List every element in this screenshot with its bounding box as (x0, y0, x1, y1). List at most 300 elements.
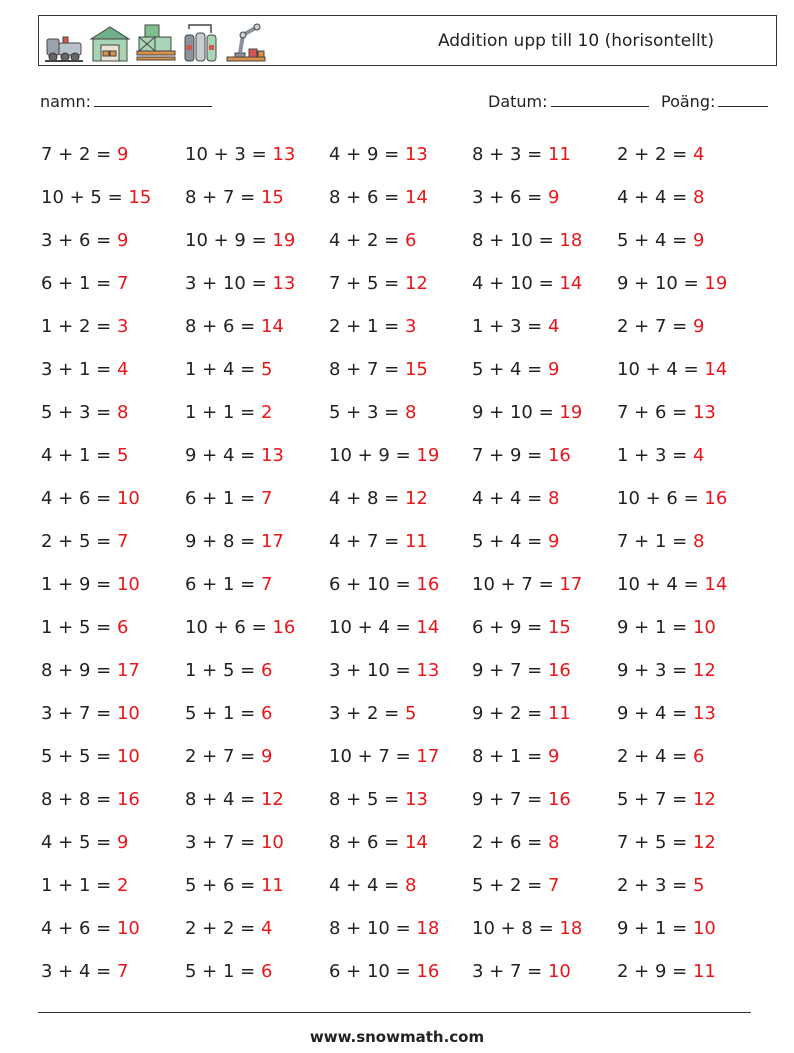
problem-answer: 12 (692, 832, 716, 853)
problem (617, 391, 716, 434)
problem-question: 7 + 6 = (617, 402, 688, 423)
problem (41, 133, 128, 176)
problem-row (41, 649, 761, 692)
problem-answer: 12 (404, 273, 428, 294)
problem-answer: 12 (692, 789, 716, 810)
problem-question: 2 + 2 = (185, 918, 256, 939)
problem-answer: 5 (692, 875, 705, 896)
problem-question: 9 + 2 = (472, 703, 543, 724)
problem-answer: 13 (692, 402, 716, 423)
problem-answer: 16 (272, 617, 296, 638)
problem-question: 7 + 5 = (617, 832, 688, 853)
problem-question: 8 + 1 = (472, 746, 543, 767)
problem-answer: 16 (416, 961, 440, 982)
problem (472, 520, 559, 563)
problem-answer: 9 (260, 746, 273, 767)
problem-question: 4 + 4 = (617, 187, 688, 208)
problem-answer: 5 (260, 359, 273, 380)
problem-answer: 18 (559, 918, 583, 939)
problem-answer: 7 (260, 574, 273, 595)
problem-question: 8 + 4 = (185, 789, 256, 810)
problem-question: 3 + 6 = (41, 230, 112, 251)
problem-answer: 4 (116, 359, 129, 380)
score-line[interactable] (718, 92, 768, 107)
problem (329, 133, 428, 176)
header-icons (43, 19, 267, 63)
problem (185, 778, 284, 821)
problem (472, 305, 559, 348)
problem-answer: 19 (272, 230, 296, 251)
problem-question: 9 + 3 = (617, 660, 688, 681)
problem-question: 10 + 5 = (41, 187, 123, 208)
header-box (38, 15, 777, 66)
problem-answer: 16 (116, 789, 140, 810)
problem-answer: 14 (260, 316, 284, 337)
problem-question: 10 + 9 = (329, 445, 411, 466)
problem-question: 9 + 4 = (185, 445, 256, 466)
problem-row (41, 821, 761, 864)
problem-question: 1 + 9 = (41, 574, 112, 595)
problem (329, 907, 439, 950)
problem-answer: 10 (116, 574, 140, 595)
problem-question: 10 + 3 = (185, 144, 267, 165)
problem (41, 563, 140, 606)
problem (617, 176, 704, 219)
problem-question: 4 + 9 = (329, 144, 400, 165)
problem-question: 10 + 9 = (185, 230, 267, 251)
problem (472, 563, 582, 606)
date-label: Datum: (488, 92, 548, 111)
problem-question: 1 + 1 = (185, 402, 256, 423)
problem-question: 4 + 1 = (41, 445, 112, 466)
problem-question: 6 + 10 = (329, 961, 411, 982)
problem (472, 348, 559, 391)
problem-answer: 6 (260, 961, 273, 982)
problem-question: 1 + 5 = (185, 660, 256, 681)
problem-question: 2 + 7 = (617, 316, 688, 337)
problem-question: 2 + 5 = (41, 531, 112, 552)
gas-cylinders-icon (181, 23, 221, 63)
problem-answer: 6 (692, 746, 705, 767)
problem-question: 8 + 10 = (472, 230, 554, 251)
problem (617, 606, 716, 649)
problem-answer: 11 (692, 961, 716, 982)
problem (41, 950, 128, 993)
problem-question: 9 + 4 = (617, 703, 688, 724)
problem-question: 6 + 1 = (185, 574, 256, 595)
problem-question: 5 + 2 = (472, 875, 543, 896)
problem-question: 8 + 7 = (329, 359, 400, 380)
problem (41, 219, 128, 262)
problem-answer: 9 (116, 144, 129, 165)
date-line[interactable] (551, 92, 649, 107)
problem-answer: 7 (260, 488, 273, 509)
problem (185, 176, 284, 219)
problem-answer: 6 (404, 230, 417, 251)
problem-row (41, 864, 761, 907)
problem-question: 9 + 1 = (617, 617, 688, 638)
problem (185, 305, 284, 348)
problem (329, 348, 428, 391)
crates-icon (135, 23, 177, 63)
problem-question: 4 + 6 = (41, 918, 112, 939)
problem-answer: 9 (547, 746, 560, 767)
problem-answer: 16 (416, 574, 440, 595)
problem (472, 821, 559, 864)
problem-question: 5 + 5 = (41, 746, 112, 767)
problem-question: 2 + 3 = (617, 875, 688, 896)
problem (617, 563, 727, 606)
problem-question: 3 + 10 = (185, 273, 267, 294)
problem-answer: 4 (692, 144, 705, 165)
problem-answer: 10 (116, 918, 140, 939)
problem-answer: 8 (547, 488, 560, 509)
problem-answer: 14 (704, 359, 728, 380)
problem-answer: 19 (704, 273, 728, 294)
problem (472, 649, 571, 692)
problem-answer: 13 (404, 789, 428, 810)
problem (472, 692, 571, 735)
problem-answer: 11 (547, 144, 571, 165)
problem (41, 907, 140, 950)
problem (617, 477, 727, 520)
problem-question: 3 + 4 = (41, 961, 112, 982)
problem-question: 8 + 3 = (472, 144, 543, 165)
problem-question: 5 + 3 = (41, 402, 112, 423)
problem-question: 5 + 7 = (617, 789, 688, 810)
locomotive-icon (43, 33, 85, 63)
problem-answer: 9 (692, 230, 705, 251)
problem (185, 219, 295, 262)
problem-row (41, 305, 761, 348)
problem (472, 477, 559, 520)
problem-answer: 13 (692, 703, 716, 724)
problem-question: 5 + 3 = (329, 402, 400, 423)
problem (472, 219, 582, 262)
problem-question: 8 + 6 = (185, 316, 256, 337)
problem-question: 4 + 4 = (329, 875, 400, 896)
problem (41, 305, 128, 348)
problem-answer: 7 (547, 875, 560, 896)
problem (41, 348, 128, 391)
problem-question: 4 + 4 = (472, 488, 543, 509)
worksheet-title: Addition upp till 10 (horisontellt) (437, 31, 714, 51)
problem-question: 5 + 1 = (185, 961, 256, 982)
problem-question: 2 + 9 = (617, 961, 688, 982)
problem-question: 9 + 7 = (472, 660, 543, 681)
problem-question: 1 + 2 = (41, 316, 112, 337)
problem-row (41, 950, 761, 993)
problem-question: 9 + 8 = (185, 531, 256, 552)
problem (41, 176, 151, 219)
problem-answer: 13 (272, 144, 296, 165)
problem (472, 864, 559, 907)
problem-question: 5 + 4 = (617, 230, 688, 251)
problem-question: 3 + 7 = (472, 961, 543, 982)
problem (472, 391, 582, 434)
problem-answer: 9 (547, 187, 560, 208)
problem-row (41, 735, 761, 778)
problem (617, 864, 704, 907)
problem (185, 348, 272, 391)
problem-answer: 10 (692, 617, 716, 638)
problem-question: 10 + 4 = (617, 359, 699, 380)
problem-question: 2 + 6 = (472, 832, 543, 853)
problem-answer: 8 (404, 402, 417, 423)
problem-row (41, 176, 761, 219)
date-field (488, 92, 649, 111)
warehouse-icon (89, 25, 131, 63)
problem-answer: 9 (547, 359, 560, 380)
problem-question: 6 + 10 = (329, 574, 411, 595)
problem-question: 4 + 10 = (472, 273, 554, 294)
problem-answer: 6 (260, 703, 273, 724)
problem (329, 606, 439, 649)
problem-question: 8 + 7 = (185, 187, 256, 208)
problem (185, 606, 295, 649)
problem-question: 5 + 1 = (185, 703, 256, 724)
problem (41, 821, 128, 864)
problem-answer: 17 (416, 746, 440, 767)
problem-row (41, 520, 761, 563)
problem-answer: 12 (404, 488, 428, 509)
problem (329, 950, 439, 993)
problem-answer: 10 (116, 703, 140, 724)
problem-question: 4 + 2 = (329, 230, 400, 251)
problem-answer: 19 (559, 402, 583, 423)
problem (329, 477, 428, 520)
problem-question: 10 + 6 = (185, 617, 267, 638)
problem-answer: 7 (116, 273, 129, 294)
problem-question: 8 + 8 = (41, 789, 112, 810)
problem (41, 520, 128, 563)
problem-answer: 8 (404, 875, 417, 896)
name-field (40, 92, 212, 111)
problem-question: 5 + 4 = (472, 531, 543, 552)
problem-question: 6 + 1 = (185, 488, 256, 509)
problem-answer: 14 (404, 832, 428, 853)
problem-question: 7 + 5 = (329, 273, 400, 294)
problem-row (41, 262, 761, 305)
problem (617, 133, 704, 176)
problem (41, 864, 128, 907)
problem (617, 821, 716, 864)
problem (329, 434, 439, 477)
name-line[interactable] (94, 92, 212, 107)
problem-answer: 5 (116, 445, 129, 466)
problem (329, 305, 416, 348)
problem-question: 10 + 6 = (617, 488, 699, 509)
problem-question: 3 + 7 = (185, 832, 256, 853)
problem-answer: 17 (260, 531, 284, 552)
problem (472, 176, 559, 219)
problem-answer: 19 (416, 445, 440, 466)
problem-answer: 2 (116, 875, 129, 896)
problem-question: 1 + 5 = (41, 617, 112, 638)
problem (617, 219, 704, 262)
problem (185, 864, 284, 907)
problem-answer: 11 (547, 703, 571, 724)
footer-url: www.snowmath.com (309, 1028, 485, 1046)
problem-question: 7 + 2 = (41, 144, 112, 165)
problem-answer: 13 (404, 144, 428, 165)
problem-answer: 5 (404, 703, 417, 724)
problem-answer: 10 (692, 918, 716, 939)
problem-answer: 6 (260, 660, 273, 681)
problem-answer: 16 (704, 488, 728, 509)
problem-answer: 2 (260, 402, 273, 423)
problem-row (41, 434, 761, 477)
problem-answer: 3 (116, 316, 129, 337)
problem (185, 649, 272, 692)
problem (472, 950, 571, 993)
problem (472, 907, 582, 950)
problem (617, 649, 716, 692)
score-field (661, 92, 768, 111)
problem-question: 3 + 1 = (41, 359, 112, 380)
problem-question: 9 + 7 = (472, 789, 543, 810)
problem-row (41, 391, 761, 434)
problem (617, 434, 704, 477)
problem (185, 477, 272, 520)
problem-question: 8 + 6 = (329, 832, 400, 853)
problem-row (41, 692, 761, 735)
problem-row (41, 219, 761, 262)
problem-answer: 10 (116, 488, 140, 509)
problem-answer: 17 (559, 574, 583, 595)
problem-answer: 10 (116, 746, 140, 767)
problem (329, 391, 416, 434)
problem (41, 692, 140, 735)
problem-answer: 8 (692, 187, 705, 208)
problem-row (41, 563, 761, 606)
problem (185, 821, 284, 864)
problem (41, 434, 128, 477)
problem-question: 4 + 5 = (41, 832, 112, 853)
problem (472, 606, 571, 649)
score-label: Poäng: (661, 92, 716, 111)
problem-question: 2 + 4 = (617, 746, 688, 767)
problem-question: 2 + 1 = (329, 316, 400, 337)
problem-question: 10 + 8 = (472, 918, 554, 939)
problem-question: 3 + 6 = (472, 187, 543, 208)
problem (617, 262, 727, 305)
problem-answer: 15 (404, 359, 428, 380)
problem-row (41, 907, 761, 950)
problem (41, 649, 140, 692)
problem-question: 6 + 1 = (41, 273, 112, 294)
problem-answer: 15 (547, 617, 571, 638)
problem (617, 692, 716, 735)
footer-divider (38, 1012, 751, 1013)
problem (185, 907, 272, 950)
problem-answer: 12 (692, 660, 716, 681)
problem (617, 907, 716, 950)
problem-answer: 9 (116, 230, 129, 251)
problem-answer: 10 (260, 832, 284, 853)
problem (41, 606, 128, 649)
problem-question: 8 + 6 = (329, 187, 400, 208)
problem-answer: 4 (692, 445, 705, 466)
problem (617, 520, 704, 563)
problem (185, 692, 272, 735)
problem-question: 9 + 10 = (472, 402, 554, 423)
problem-answer: 14 (416, 617, 440, 638)
problem-answer: 16 (547, 789, 571, 810)
problem (329, 563, 439, 606)
problem-question: 7 + 9 = (472, 445, 543, 466)
problem-answer: 10 (547, 961, 571, 982)
problem-row (41, 133, 761, 176)
problem (329, 176, 428, 219)
problem-row (41, 606, 761, 649)
problem (185, 434, 284, 477)
problem-question: 2 + 7 = (185, 746, 256, 767)
problem-answer: 15 (128, 187, 152, 208)
problem (329, 821, 428, 864)
problem-answer: 12 (260, 789, 284, 810)
problem-answer: 9 (116, 832, 129, 853)
problem (472, 778, 571, 821)
problem-answer: 11 (404, 531, 428, 552)
problem-question: 1 + 4 = (185, 359, 256, 380)
problem-row (41, 348, 761, 391)
problem (185, 950, 272, 993)
problem-question: 8 + 10 = (329, 918, 411, 939)
problem (185, 563, 272, 606)
problem-answer: 9 (692, 316, 705, 337)
robot-arm-icon (225, 21, 267, 63)
problem (41, 477, 140, 520)
problem-question: 3 + 2 = (329, 703, 400, 724)
problem (329, 219, 416, 262)
problem-answer: 8 (116, 402, 129, 423)
problem-question: 5 + 6 = (185, 875, 256, 896)
problem-question: 5 + 4 = (472, 359, 543, 380)
problem-question: 6 + 9 = (472, 617, 543, 638)
problem (329, 649, 439, 692)
problem (329, 520, 428, 563)
problem-answer: 3 (404, 316, 417, 337)
problem (329, 262, 428, 305)
problem-question: 10 + 7 = (472, 574, 554, 595)
problem (472, 262, 582, 305)
problem-question: 2 + 2 = (617, 144, 688, 165)
problem-answer: 14 (704, 574, 728, 595)
problem-answer: 16 (547, 660, 571, 681)
problem (329, 778, 428, 821)
problem-question: 10 + 4 = (329, 617, 411, 638)
problem-answer: 4 (547, 316, 560, 337)
problem-question: 1 + 3 = (617, 445, 688, 466)
problem-answer: 13 (416, 660, 440, 681)
problem (41, 262, 128, 305)
problem-question: 8 + 5 = (329, 789, 400, 810)
problem (185, 735, 272, 778)
problem-question: 4 + 6 = (41, 488, 112, 509)
problem-question: 10 + 4 = (617, 574, 699, 595)
problem-answer: 18 (559, 230, 583, 251)
problem-question: 9 + 10 = (617, 273, 699, 294)
problem (617, 950, 716, 993)
problem (472, 735, 559, 778)
problem-question: 8 + 9 = (41, 660, 112, 681)
problem-answer: 15 (260, 187, 284, 208)
problem (185, 133, 295, 176)
problem-question: 4 + 7 = (329, 531, 400, 552)
problem-question: 3 + 10 = (329, 660, 411, 681)
problem-answer: 11 (260, 875, 284, 896)
